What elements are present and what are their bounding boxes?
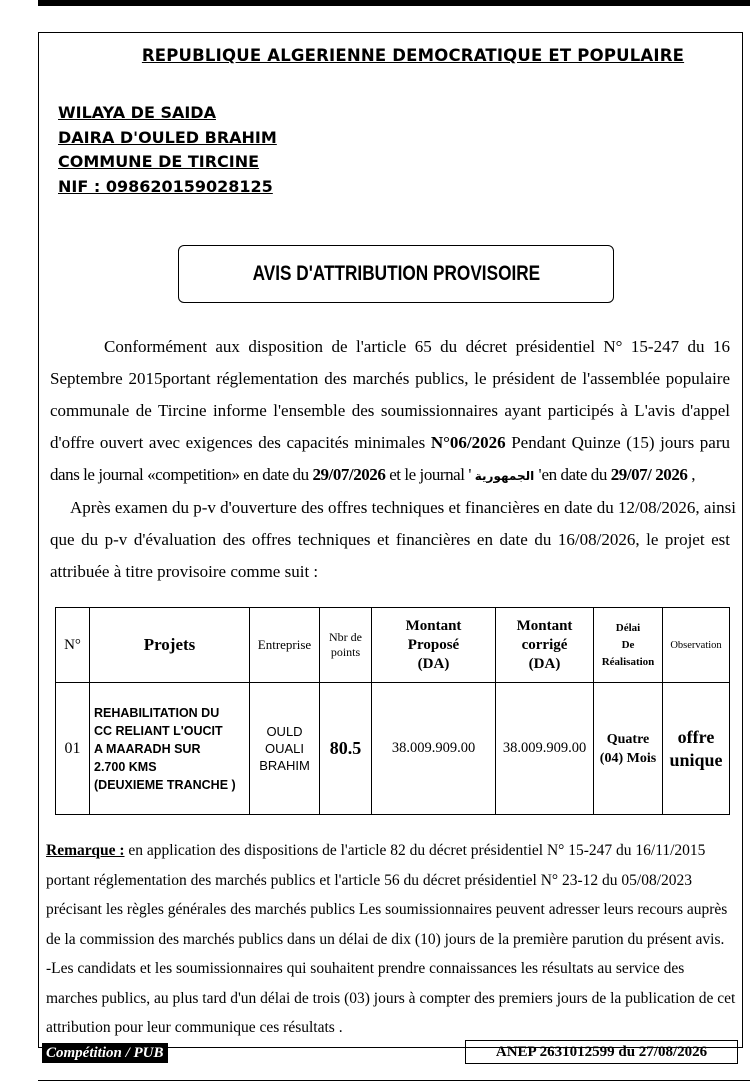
intro-line [50,427,730,459]
tender-number: N°06/2026 [430,433,506,452]
project-line: A MAARADH SUR [94,741,201,756]
intro-paragraph [50,331,730,491]
delai-line: Quatre [606,731,650,747]
remark-line: marches publics, au plus tard d'un délai de trois (03) jours à compter des premiers jours de la publication de cet [46,989,736,1007]
col-header-observation: Observation [663,608,730,683]
delai-line: (04) Mois [599,750,657,766]
project-line: 2.700 KMS [94,759,157,774]
notice-title: AVIS D'ATTRIBUTION PROVISOIRE [252,262,540,285]
project-line: REHABILITATION DU [94,705,220,720]
col-header-no: N° [56,608,90,683]
intro-text: Pendant Quinze (15) jours paru [505,433,730,452]
remark-line: attribution pour leur communique ces résultats . [46,1019,343,1036]
table-header-row [56,608,730,683]
wilaya-line: WILAYA DE SAIDA [58,103,216,122]
intro-line: communale de Tircine informe l'ensemble des soumissionnaires ayant participés à L'avis d'appel [50,401,730,420]
remark-line: portant réglementation des marchés publics et l'article 56 du décret présidentiel N° 23-12 du 05/08/2023 [46,871,693,889]
cell-points: 80.5 [320,683,372,815]
cell-no: 01 [56,683,90,815]
project-line: (DEUXIEME TRANCHE ) [94,777,236,792]
col-header-proposed [372,608,496,683]
arabic-journal-name: الجمهورية [474,469,535,483]
intro-text: , [687,465,696,484]
header-text: Réalisation [601,655,655,668]
intro-text: 'en date du [534,465,611,484]
top-rule [38,0,750,6]
header-text: points [330,645,361,659]
table-row [56,683,730,815]
intro-line [50,459,730,491]
header-text: De [621,638,635,651]
cell-proposed-amount: 38.009.909.00 [372,683,496,815]
col-header-projets: Projets [90,608,250,683]
remark-line: -Les candidats et les soumissionnaires qui souhaitent prendre connaissances les résultats au service des [46,960,685,977]
remark-label: Remarque : [46,842,125,859]
remark-text: en application des dispositions de l'article 82 du décret présidentiel N° 15-247 du 16/11/2015 [124,842,706,859]
publication-tag: Compétition / PUB [42,1043,168,1063]
remark-line: de la commission des marchés publics dans un délai de dix (10) jours de la première parution du présent avis. [46,930,725,948]
remark-line: précisant les règles générales des marchés publics Les soumissionnaires peuvent adresser leurs recours auprès [46,901,728,918]
evaluation-line: Après examen du p-v d'ouverture des offres techniques et financières en date du 12/08/2026, ainsi [70,498,737,517]
evaluation-line: attribuée à titre provisoire comme suit : [50,562,319,581]
remark-section [46,836,740,1043]
col-header-delai [594,608,663,683]
header-text: Nbr de [329,630,362,644]
attribution-table [55,607,730,815]
observation-line: offre [677,726,715,747]
cell-company [250,683,320,815]
observation-line: unique [669,749,723,770]
col-header-entreprise: Entreprise [250,608,320,683]
anep-reference: ANEP 2631012599 du 27/08/2026 [465,1040,738,1064]
cell-delai [594,683,663,815]
header-text: Délai [615,621,641,634]
company-line: OULD [266,724,303,739]
commune-line: COMMUNE DE TIRCINE [58,152,260,171]
cell-observation [663,683,730,815]
intro-text: et le journal ' [385,465,475,484]
intro-line: Septembre 2015portant réglementation des marchés publics, le président de l'assemblée populaire [50,369,730,388]
company-line: OUALI [264,741,304,756]
intro-line: Conformément aux disposition de l'article 65 du décret présidentiel N° 15-247 du 16 [104,337,730,356]
header-text: (DA) [528,655,561,672]
company-line: BRAHIM [259,758,310,773]
notice-title-box [178,245,614,303]
col-header-points [320,608,372,683]
evaluation-paragraph [50,492,737,588]
republic-heading: REPUBLIQUE ALGERIENNE DEMOCRATIQUE ET POPULAIRE [141,46,685,65]
project-line: CC RELIANT L'OUCIT [94,723,223,738]
header-text: Montant [405,617,462,634]
cell-corrected-amount: 38.009.909.00 [496,683,594,815]
evaluation-line: que du p-v d'évaluation des offres techniques et financières en date du 16/08/2026, le projet est [50,530,730,549]
publication-date: 29/07/2026 [312,465,386,484]
issuing-authority [58,101,277,199]
intro-text: dans le journal «competition» en date du [50,465,313,484]
nif-line: NIF : 098620159028125 [58,176,273,196]
header-text: corrigé [521,636,568,653]
publication-date: 29/07/ 2026 [610,465,688,484]
intro-text: d'offre ouvert avec exigences des capacités minimales [50,433,431,452]
header-text: (DA) [417,655,450,672]
col-header-corrected [496,608,594,683]
header-text: Proposé [407,636,460,653]
remark-line [46,836,740,866]
header-text: Montant [516,617,573,634]
daira-line: DAIRA D'OULED BRAHIM [58,127,277,147]
bottom-rule [38,1080,750,1081]
cell-project [90,683,250,815]
